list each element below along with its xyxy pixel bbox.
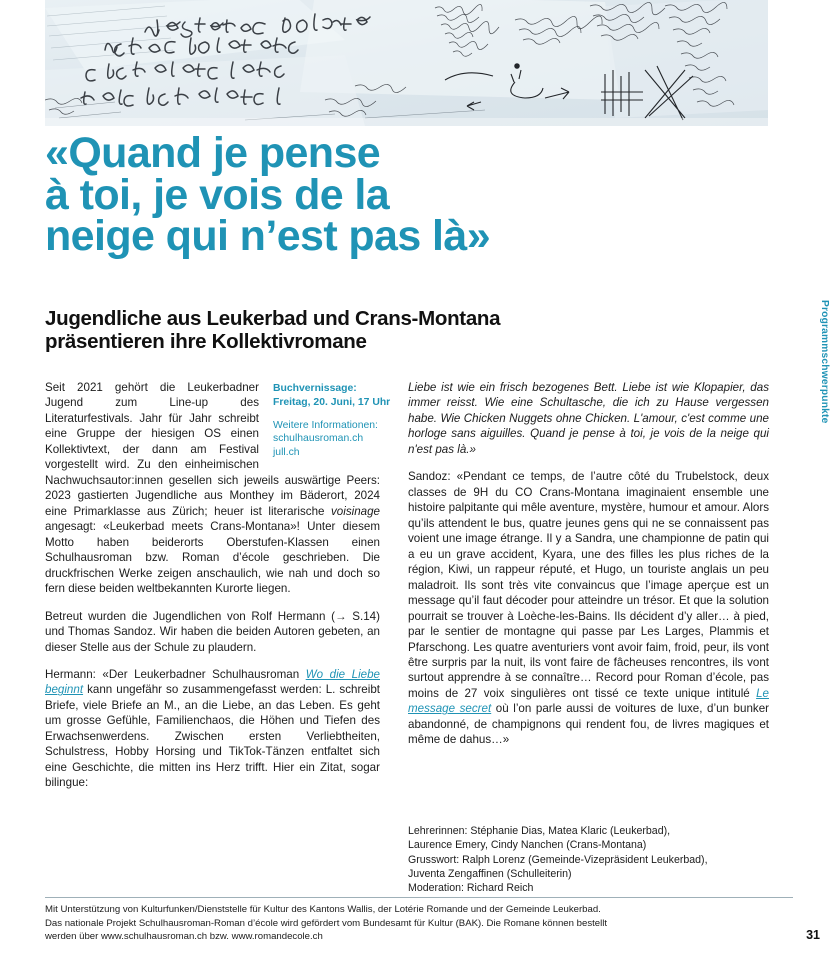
subheadline-line-2: präsentieren ihre Kollektivromane [45, 329, 367, 353]
event-info-links [273, 419, 380, 460]
right-paragraph-sandoz [408, 469, 769, 747]
footer-line-2: Das nationale Projekt Schulhausroman-Roman d’école wird gefördert vom Bundesamt für Kultur (BAK). Die Romane können bestellt [45, 917, 608, 929]
right-text-column [408, 380, 769, 748]
right-p2-part-b: où l’on parle aussi de voitures de luxe, d’un bunker abandonné, de champignons qui rendent fou, de livres magiques et même de dahus…» [408, 702, 769, 747]
event-info-heading-line-1: Buchvernissage: [273, 383, 357, 394]
left-p1-italic-voisinage: voisinage [331, 504, 380, 518]
left-paragraph-3 [45, 667, 380, 791]
event-info-heading [273, 382, 391, 410]
credits-line-1: Lehrerinnen: Stéphanie Dias, Matea Klaric (Leukerbad), [408, 825, 671, 837]
left-p1-part-b: angesagt: «Leukerbad meets Crans-Montana»! Unter diesem Motto haben beiderorts Oberstufen-Klassen einen Schulhausroman bzw. Roman d’école geschrieben. Die druckfrischen Werke zeigen anschaulich, wie nah und doch so fern diese beiden weltbekannten Kurorte liegen. [45, 520, 380, 596]
footer-line-3: werden über www.schulhausroman.ch bzw. www.romandecole.ch [45, 931, 323, 943]
right-p2-part-a: Sandoz: «Pendant ce temps, de l’autre côté du Trubelstock, deux classes de 9H du CO Crans-Montana imaginaient ensemble une histoire palpitante qui mêle aventure, mystère, humour et amour. Alors qu’ils attendent le bus, quatre jeunes gens qui ne se connaissent pas voient une image étrange. Il y a Sandra, une championne de patin qui a eu un grave accident, Kyara, une des filles les plus riches de la région, Kiwi, un rappeur réputé, et Hugo, un touriste anglais un peu maladroit. Ils sont très vite convaincus que l’image aperçue est un message qu’il faut décoder pour atteindre un trésor. Et que la solution pourrait se trouver à Loèche-les-Bains. Ils décident d’y aller… à pied, par le sentier de montagne qui passe par Les Larges, Plammis et Pfarschong. Les quatre aventuriers vont avoir faim, froid, peur, ils vont être surpris par la nuit, ils vont faire de fâcheuses rencontres, ils vont surtout apprendre à se connaître… Record pour Roman d’école, pas moins de 27 voix singulières ont tissé ce texte unique intitulé [408, 470, 769, 700]
event-info-heading-line-2: Freitag, 20. Juni, 17 Uhr [273, 396, 391, 408]
book-title-link-le-message-secret[interactable]: Le message secret [408, 686, 769, 716]
book-title-link-wo-die-liebe-beginnt[interactable]: Wo die Liebe beginnt [45, 667, 380, 697]
left-p1-part-a: Seit 2021 gehört die Leukerbadner Jugend zum Line-up des Literaturfestivals. Jahr für Jahr schreibt eine Gruppe der hiesigen OS einen Kollektivtext, der dann am Festival vorgestellt wird. Zu den einheimischen Nachwuchsautor:innen gesellen sich jeweils auswärtige Peers: 2023 gastierten Jugendliche aus Monthey im Bäderort, 2024 eine Primarklasse aus Zürich; heuer ist literarische [45, 381, 380, 518]
event-info-url-schulhausroman[interactable]: schulhausroman.ch [273, 433, 364, 445]
section-tab-programmschwerpunkte: Programmschwerpunkte [819, 300, 830, 424]
credits-line-5: Moderation: Richard Reich [408, 882, 534, 895]
event-info-box [273, 382, 391, 460]
left-p3-part-a: Hermann: «Der Leukerbadner Schulhausroman [45, 667, 306, 681]
credits-line-3: Grusswort: Ralph Lorenz (Gemeinde-Vizepräsident Leukerbad), [408, 853, 708, 866]
left-paragraph-2: Betreut wurden die Jugendlichen von Rolf Hermann (→ S.14) und Thomas Sandoz. Wir haben die beiden Autoren gebeten, an dieser Stelle aus der Schule zu plaudern. [45, 609, 380, 654]
headline-line-3: neige qui n’est pas là» [45, 212, 491, 261]
handwriting-illustration [45, 0, 768, 126]
event-info-more-label: Weitere Informationen: [273, 419, 378, 431]
headline-line-2: à toi, je vois de la [45, 170, 390, 219]
footer-line-1: Mit Unterstützung von Kulturfunken/Dienststelle für Kultur des Kantons Wallis, der Lotérie Romande und der Gemeinde Leukerbad. [45, 904, 601, 915]
page-number: 31 [806, 928, 820, 942]
event-info-url-jull[interactable]: jull.ch [273, 447, 300, 459]
credits-line-2: Laurence Emery, Cindy Nanchen (Crans-Montana) [408, 839, 647, 852]
left-p3-part-b: kann ungefähr so zusammengefasst werden: L. schreibt Briefe, viele Briefe an M., an die Liebe, an das Leben. Es geht um grosse Gefühle, Familienchaos, die Höhen und Tiefen des Erwachsenwerdens. Zwischen ersten Verliebtheiten, Schulstress, Hobby Horsing und TikTok-Tänzen entfaltet sich eine Geschichte, die mitten ins Herz trifft. Hier ein Zitat, sogar bilingue: [45, 683, 380, 790]
footer-divider [45, 897, 793, 898]
credits-line-4: Juventa Zengaffinen (Schulleiterin) [408, 868, 572, 881]
page-subheadline [45, 308, 745, 354]
header-photo [45, 0, 768, 126]
right-pull-quote: Liebe ist wie ein frisch bezogenes Bett. Liebe ist wie Klopapier, das immer reisst. Wie eine Schultasche, die ich zu Hause vergessen habe. Wie Chicken Nuggets ohne Chicken. L'amour, c'est comme une horloge sans aiguilles. Quand je pense à toi, je vois de la neige qui n'est pas là.» [408, 381, 769, 456]
headline-line-1: «Quand je pense [45, 129, 381, 177]
subheadline-line-1: Jugendliche aus Leukerbad und Crans-Montana [45, 307, 501, 330]
page-headline [45, 129, 745, 261]
left-text-column [45, 380, 391, 791]
footer-support-text [45, 903, 775, 944]
credits-block [408, 824, 773, 896]
